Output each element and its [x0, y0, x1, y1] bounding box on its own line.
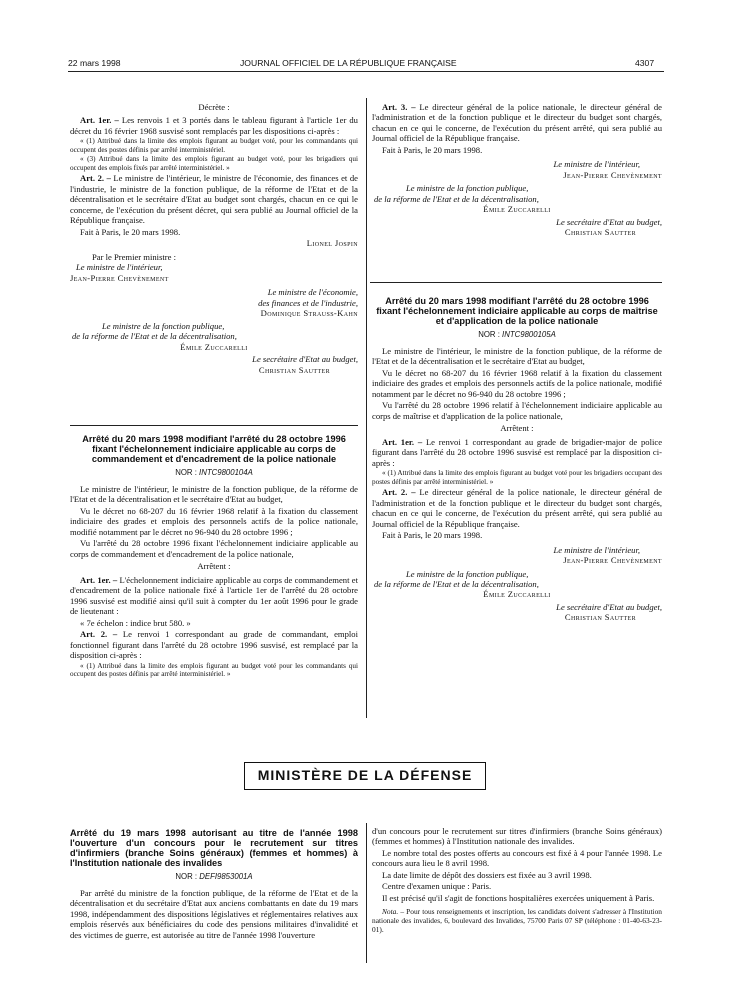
nor-reference — [70, 468, 358, 478]
date-limite: La date limite de dépôt des dossiers est fixée au 3 avril 1998. — [382, 869, 592, 880]
par-premier-ministre: Par le Premier ministre : — [92, 251, 177, 262]
right-column-article3 — [372, 102, 662, 238]
minister-fp-title-1: Le ministre de la fonction publique, — [406, 568, 529, 579]
nor-label: NOR : — [478, 330, 500, 340]
signature-sautter: Christian Sautter — [564, 612, 636, 623]
article-text: Le renvoi 1 correspondant au grade de commandant, emploi fonctionnel figurant dans l'arrêté du 28 octobre 1996 susvisé, est remplacé par la disposition ci-après : — [70, 629, 358, 661]
preamble: Le ministre de l'intérieur, le ministre de la fonction publique, de la réforme de l'Etat et de la décentralisation et le secrétaire d'Etat au budget, — [372, 345, 662, 367]
nota-text: Pour tous renseignements et inscription, les candidats doivent s'adresser à l'Institution nationale des invalides, 6, boulevard des Invalides, 75700 Paris 07 SP (téléphone : 01-40-63-23-01). — [372, 907, 662, 935]
quote-renvoi-1: « (1) Attribué dans la limite des emplois figurant au budget voté, pour les commandants qui occupent des postes définis par arrêté interministériel. — [70, 137, 358, 154]
preamble: Le ministre de l'intérieur, le ministre de la fonction publique, de la réforme de l'Etat et de la décentralisation et le secrétaire d'Etat au budget, — [70, 483, 358, 505]
minister-fp-title-2: de la réforme de l'Etat et de la décentralisation, — [374, 193, 539, 204]
article-text: Le directeur général de la police nationale, le directeur général de l'administration et de la fonction publique et le directeur du budget sont chargés, chacun en ce qui le concerne, de l'exécution du présent arrêté, qui sera publié au Journal officiel de la République française. — [372, 102, 662, 144]
minister-fp-title-2: de la réforme de l'Etat et de la décentralisation, — [72, 331, 237, 342]
body-continuation: d'un concours pour le recrutement sur titres d'infirmiers (branche Soins généraux) (femmes et hommes) à l'Institution nationale des invalides. — [372, 826, 662, 847]
article-label: Art. 3. – — [382, 102, 416, 112]
visa-decret: Vu le décret no 68-207 du 16 février 1968 relatif à la fixation du classement indiciaire des grades et emplois des personnels actifs de la police nationale, modifié notamment par le décret no 96-940 du 28 octobre 1996 ; — [70, 505, 358, 537]
right-column-arrete — [372, 294, 662, 623]
article-text: L'échelonnement indiciaire applicable au corps de commandement et d'encadrement de la police nationale fixé à l'article 1er de l'arrêté du 28 octobre 1996 susvisé est modifié ainsi qu'il suit à compter du 1er août 1996 pour le grade de lieutenant : — [70, 574, 358, 617]
header-date: 22 mars 1998 — [68, 58, 121, 68]
article-label: Art. 1er. – — [382, 436, 423, 447]
left-column-arrete — [70, 432, 358, 680]
minister-economy-title-2: des finances et de l'industrie, — [258, 297, 358, 308]
fait-a-paris: Fait à Paris, le 20 mars 1998. — [382, 144, 483, 155]
header-page-number: 4307 — [635, 58, 655, 68]
fait-a-paris: Fait à Paris, le 20 mars 1998. — [80, 226, 181, 237]
signature-zuccarelli: Émile Zuccarelli — [180, 341, 248, 352]
nor-code: INTC9800105A — [502, 330, 556, 340]
signature-strauss-kahn: Dominique Strauss-Kahn — [260, 308, 358, 319]
nor-label: NOR : — [175, 468, 197, 478]
nor-code: INTC9800104A — [199, 468, 253, 478]
article-1 — [70, 115, 358, 136]
article-label: Art. 2. – — [80, 173, 111, 184]
decrete-heading: Décrète : — [198, 102, 230, 112]
nor-label: NOR : — [175, 872, 198, 882]
signature-chevenement: Jean-Pierre Chevènement — [70, 272, 169, 283]
signature-zuccarelli: Émile Zuccarelli — [483, 589, 551, 600]
minister-fp-title-2: de la réforme de l'Etat et de la décentralisation, — [374, 579, 539, 589]
quote-echelon: « 7e échelon : indice brut 580. » — [80, 617, 191, 628]
quote-renvoi: « (1) Attribué dans la limite des emplois figurant au budget voté pour les commandants qui occupent des postes définis par arrêté interministériel. » — [70, 661, 358, 679]
article-label: Art. 1er. – — [80, 115, 119, 126]
nota — [372, 908, 662, 935]
section-divider-left — [70, 425, 358, 426]
quote-renvoi-3: « (3) Attribué dans la limite des emplois figurant au budget voté, pour les brigadiers qui occupent des emplois fixés par arrêté interministériel. » — [70, 155, 358, 172]
section-divider-right — [370, 282, 662, 283]
arrete-title: Arrêté du 19 mars 1998 autorisant au titre de l'année 1998 l'ouverture d'un concours pour le recrutement sur titres d'infirmiers (branche Soins généraux) (femmes et hommes) à l'Institution nationale des invalides — [70, 828, 358, 869]
visa-decret: Vu le décret no 68-207 du 16 février 1968 relatif à la fixation du classement indiciaire des grades et emplois des personnels actifs de la police nationale, modifié notamment par le décret no 96-940 du 28 octobre 1996 ; — [372, 367, 662, 399]
column-divider-bottom — [366, 823, 367, 963]
minister-economy-title-1: Le ministre de l'économie, — [267, 287, 358, 298]
bottom-left-column — [70, 826, 358, 941]
signature-sautter: Christian Sautter — [258, 364, 330, 375]
ministry-heading: MINISTÈRE DE LA DÉFENSE — [244, 762, 486, 790]
signature-jospin: Lionel Jospin — [306, 238, 358, 249]
signature-zuccarelli: Émile Zuccarelli — [483, 204, 551, 215]
minister-interior-title: Le ministre de l'intérieur, — [553, 159, 640, 170]
arretent-heading: Arrêtent : — [500, 423, 534, 434]
article-2 — [372, 487, 662, 529]
fonctions-hospitalieres: Il est précisé qu'il s'agit de fonctions hospitalières exercées uniquement à Paris. — [382, 892, 655, 903]
minister-interior-title: Le ministre de l'intérieur, — [76, 262, 163, 273]
minister-fp-title-1: Le ministre de la fonction publique, — [406, 183, 529, 194]
column-divider-top — [366, 98, 367, 718]
running-header — [0, 56, 731, 72]
nota-label: Nota. – — [382, 907, 405, 917]
bottom-right-column — [372, 826, 662, 936]
arretent-heading: Arrêtent : — [197, 561, 231, 572]
article-2 — [70, 173, 358, 225]
article-label: Art. 2. – — [80, 629, 118, 640]
secretary-budget-title: Le secrétaire d'Etat au budget, — [556, 216, 662, 227]
header-journal: JOURNAL OFFICIEL DE LA RÉPUBLIQUE FRANÇAISE — [240, 58, 457, 68]
article-text: Les renvois 1 et 3 portés dans le tableau figurant à l'article 1er du décret du 16 février 1968 susvisé sont remplacés par les dispositions ci-après : — [70, 115, 358, 136]
nor-code: DEFI9853001A — [199, 872, 253, 882]
signature-sautter: Christian Sautter — [564, 227, 636, 238]
arrete-title: Arrêté du 20 mars 1998 modifiant l'arrêté du 28 octobre 1996 fixant l'échelonnement indiciaire applicable au corps de commandement et d'encadrement de la police nationale — [82, 434, 346, 465]
quote-renvoi: « (1) Attribué dans la limite des emplois figurant au budget voté pour les brigadiers occupant des postes définis par arrêté interministériel. » — [372, 469, 662, 486]
body-paragraph: Par arrêté du ministre de la fonction publique, de la réforme de l'Etat et de la décentralisation et du secrétaire d'Etat aux anciens combattants en date du 19 mars 1998, indépendamment des dispositions législatives et réglementaires relatives aux emplois réservés aux bénéficiaires du code des pensions militaires d'invalidité et des victimes de guerre, est autorisée au titre de l'année 1998 l'ouverture — [70, 887, 358, 940]
secretary-budget-title: Le secrétaire d'Etat au budget, — [556, 601, 662, 612]
nor-reference — [70, 872, 358, 882]
visa-arrete: Vu l'arrêté du 28 octobre 1996 relatif à l'échelonnement indiciaire applicable au corps de maîtrise et d'application de la police nationale, — [372, 400, 662, 421]
signature-chevenement: Jean-Pierre Chevènement — [563, 555, 662, 566]
article-1 — [372, 437, 662, 468]
article-text: Le directeur général de la police nationale, le directeur général de l'administration et de la fonction publique et le directeur du budget sont chargés, chacun en ce qui le concerne, de l'exécution du présent arrêté, qui sera publié au Journal officiel de la République française. — [372, 487, 662, 529]
article-label: Art. 1er. – — [80, 574, 118, 585]
visa-arrete: Vu l'arrêté du 28 octobre 1996 fixant l'échelonnement indiciaire applicable au corps de commandement et d'encadrement de la police nationale, — [70, 538, 358, 559]
article-label: Art. 2. – — [382, 487, 416, 498]
arrete-title: Arrêté du 20 mars 1998 modifiant l'arrêté du 28 octobre 1996 fixant l'échelonnement indiciaire applicable au corps de maîtrise et d'application de la police nationale — [376, 296, 658, 327]
fait-a-paris: Fait à Paris, le 20 mars 1998. — [382, 530, 483, 541]
nor-reference — [372, 330, 662, 340]
header-rule — [68, 71, 664, 72]
article-2 — [70, 629, 358, 660]
article-1 — [70, 575, 358, 617]
signature-chevenement: Jean-Pierre Chevènement — [563, 169, 662, 180]
minister-fp-title-1: Le ministre de la fonction publique, — [102, 320, 225, 331]
minister-interior-title: Le ministre de l'intérieur, — [553, 544, 640, 555]
article-3 — [372, 102, 662, 144]
postes-offerts: Le nombre total des postes offerts au concours est fixé à 4 pour l'année 1998. Le concours aura lieu le 8 avril 1998. — [372, 847, 662, 869]
left-column-decree — [70, 102, 358, 375]
article-text: Le renvoi 1 correspondant au grade de brigadier-major de police figurant dans l'arrêté du 28 octobre 1996 susvisé est remplacé par la disposition ci-après : — [372, 436, 663, 468]
secretary-budget-title: Le secrétaire d'Etat au budget, — [252, 354, 358, 365]
article-text: Le ministre de l'intérieur, le ministre de l'économie, des finances et de l'industrie, le ministre de la fonction publique, de la réforme de l'Etat et de la décentralisation et le secrétaire d'Etat au budget sont chargés, chacun en ce qui le concerne, de l'exécution du présent décret, qui sera publié au Journal officiel de la République française. — [70, 173, 358, 226]
centre-examen: Centre d'examen unique : Paris. — [382, 881, 492, 892]
